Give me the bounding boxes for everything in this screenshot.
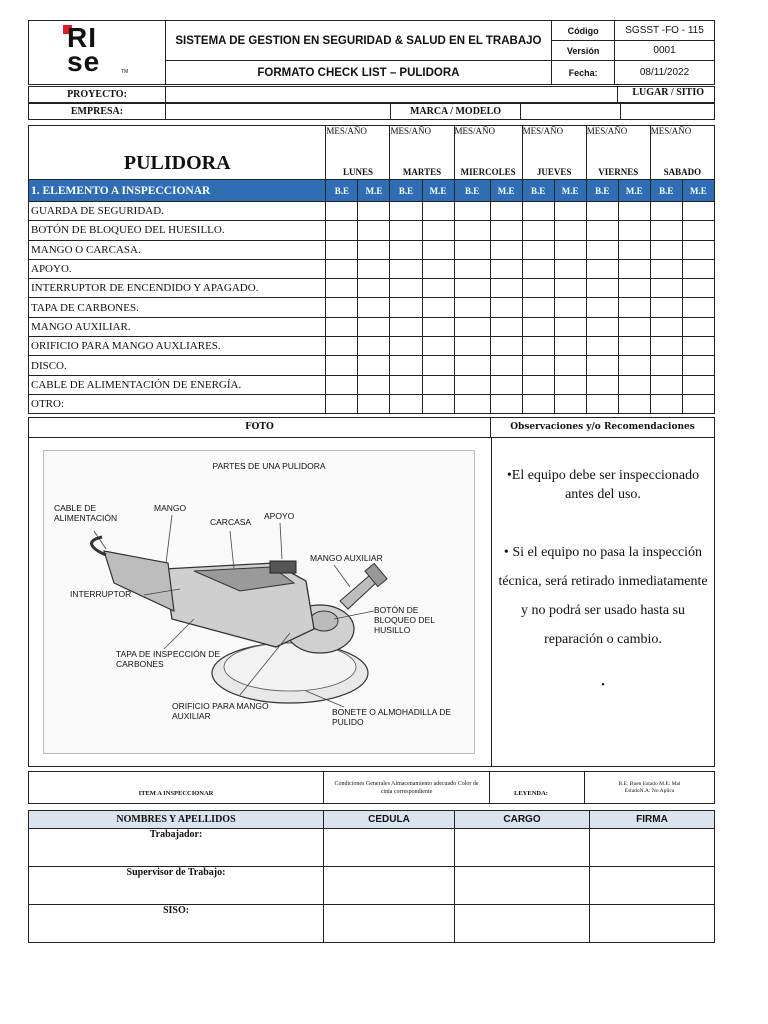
cedula-field[interactable] bbox=[324, 867, 455, 905]
observacion-1: •El equipo debe ser inspeccionado antes del uso. bbox=[506, 468, 700, 502]
fecha-value: 08/11/2022 bbox=[615, 61, 715, 85]
legend-codes: B.E: Buen Estado M.E: Mal EstadoN.A: No Aplica bbox=[585, 772, 715, 804]
check-cell[interactable] bbox=[422, 317, 454, 336]
check-cell[interactable] bbox=[390, 375, 422, 394]
check-cell[interactable] bbox=[586, 394, 618, 413]
check-cell[interactable] bbox=[618, 202, 650, 221]
codigo-value: SGSST -FO - 115 bbox=[615, 21, 715, 41]
check-cell[interactable] bbox=[618, 240, 650, 259]
checklist-table bbox=[28, 125, 715, 414]
checklist-item-label: DISCO. bbox=[29, 356, 326, 375]
checklist-item-label: MANGO AUXILIAR. bbox=[29, 317, 326, 336]
check-cell[interactable] bbox=[454, 279, 490, 298]
cedula-field[interactable] bbox=[324, 905, 455, 943]
check-cell[interactable] bbox=[554, 337, 586, 356]
empresa-field[interactable] bbox=[166, 104, 391, 120]
check-cell[interactable] bbox=[490, 375, 522, 394]
label-orificio: ORIFICIO PARA MANGO AUXILIAR bbox=[172, 701, 269, 721]
checklist-row bbox=[29, 259, 715, 278]
check-cell[interactable] bbox=[390, 221, 422, 240]
logo-tm: TM bbox=[121, 69, 129, 75]
check-cell[interactable] bbox=[522, 298, 554, 317]
day-column-lunes bbox=[326, 126, 390, 180]
check-cell[interactable] bbox=[650, 337, 682, 356]
check-cell[interactable] bbox=[522, 337, 554, 356]
grinder-diagram bbox=[43, 450, 475, 754]
cargo-field[interactable] bbox=[455, 867, 590, 905]
legend-table bbox=[28, 771, 715, 804]
check-cell[interactable] bbox=[618, 298, 650, 317]
check-cell[interactable] bbox=[454, 202, 490, 221]
check-cell[interactable] bbox=[358, 356, 390, 375]
check-cell[interactable] bbox=[554, 394, 586, 413]
day-column-miercoles bbox=[454, 126, 522, 180]
checklist-item-label: CABLE DE ALIMENTACIÓN DE ENERGÍA. bbox=[29, 375, 326, 394]
check-cell[interactable] bbox=[454, 298, 490, 317]
check-cell[interactable] bbox=[650, 375, 682, 394]
label-bonete: BONETE O ALMOHADILLA DE PULIDO bbox=[332, 707, 452, 727]
checklist-row bbox=[29, 356, 715, 375]
header-cargo: CARGO bbox=[455, 811, 590, 829]
check-cell[interactable] bbox=[618, 279, 650, 298]
check-cell[interactable] bbox=[358, 259, 390, 278]
check-cell[interactable] bbox=[490, 317, 522, 336]
check-cell[interactable] bbox=[554, 298, 586, 317]
lugar-field[interactable] bbox=[621, 104, 715, 120]
project-info bbox=[28, 86, 715, 103]
header-firma: FIRMA bbox=[590, 811, 715, 829]
check-cell[interactable] bbox=[522, 317, 554, 336]
check-cell[interactable] bbox=[490, 202, 522, 221]
me-column-header: M.E bbox=[554, 180, 586, 202]
cedula-field[interactable] bbox=[324, 829, 455, 867]
empresa-info bbox=[28, 103, 715, 120]
day-label: VIERNES bbox=[598, 167, 639, 177]
check-cell[interactable] bbox=[586, 298, 618, 317]
check-cell[interactable] bbox=[390, 394, 422, 413]
check-cell[interactable] bbox=[390, 317, 422, 336]
check-cell[interactable] bbox=[390, 298, 422, 317]
proyecto-label: PROYECTO: bbox=[29, 87, 166, 103]
check-cell[interactable] bbox=[522, 202, 554, 221]
check-cell[interactable] bbox=[490, 279, 522, 298]
firma-field[interactable] bbox=[590, 829, 715, 867]
logo-cell bbox=[29, 21, 166, 85]
check-cell[interactable] bbox=[490, 356, 522, 375]
legend-item-label: ITEM A INSPECCIONAR bbox=[29, 772, 324, 804]
checklist-item-label: INTERRUPTOR DE ENCENDIDO Y APAGADO. bbox=[29, 279, 326, 298]
section-label: 1. ELEMENTO A INSPECCIONAR bbox=[29, 180, 326, 202]
foto-header: FOTO bbox=[29, 418, 491, 438]
codigo-label: Código bbox=[552, 21, 615, 41]
me-column-header: M.E bbox=[490, 180, 522, 202]
check-cell[interactable] bbox=[650, 394, 682, 413]
check-cell[interactable] bbox=[358, 202, 390, 221]
check-cell[interactable] bbox=[586, 259, 618, 278]
check-cell[interactable] bbox=[618, 375, 650, 394]
checklist-item-label: MANGO O CARCASA. bbox=[29, 240, 326, 259]
legend-conditions: Condiciones Generales Almacenamiento adecuado Color de cinta correspondiente bbox=[324, 772, 490, 804]
check-cell[interactable] bbox=[326, 394, 358, 413]
check-cell[interactable] bbox=[682, 394, 714, 413]
label-apoyo: APOYO bbox=[264, 511, 295, 521]
check-cell[interactable] bbox=[586, 356, 618, 375]
check-cell[interactable] bbox=[554, 202, 586, 221]
check-cell[interactable] bbox=[586, 279, 618, 298]
me-column-header: M.E bbox=[618, 180, 650, 202]
check-cell[interactable] bbox=[358, 394, 390, 413]
check-cell[interactable] bbox=[358, 240, 390, 259]
check-cell[interactable] bbox=[618, 394, 650, 413]
check-cell[interactable] bbox=[326, 337, 358, 356]
check-cell[interactable] bbox=[618, 221, 650, 240]
check-cell[interactable] bbox=[650, 240, 682, 259]
marca-field[interactable] bbox=[521, 104, 621, 120]
signature-row-trabajador bbox=[29, 829, 715, 867]
check-cell[interactable] bbox=[682, 240, 714, 259]
check-cell[interactable] bbox=[454, 394, 490, 413]
check-cell[interactable] bbox=[422, 202, 454, 221]
label-cable: CABLE DE ALIMENTACIÓN bbox=[54, 503, 118, 523]
day-column-martes bbox=[390, 126, 454, 180]
check-cell[interactable] bbox=[422, 375, 454, 394]
be-column-header: B.E bbox=[326, 180, 358, 202]
check-cell[interactable] bbox=[326, 259, 358, 278]
mes-ano-label: MES/AÑO bbox=[522, 126, 564, 136]
check-cell[interactable] bbox=[454, 240, 490, 259]
be-column-header: B.E bbox=[650, 180, 682, 202]
checklist-row bbox=[29, 202, 715, 221]
check-cell[interactable] bbox=[618, 317, 650, 336]
check-cell[interactable] bbox=[586, 337, 618, 356]
check-cell[interactable] bbox=[650, 202, 682, 221]
check-cell[interactable] bbox=[522, 259, 554, 278]
header-cedula: CEDULA bbox=[324, 811, 455, 829]
check-cell[interactable] bbox=[554, 317, 586, 336]
legend-leyenda-label: LEYENDA: bbox=[490, 772, 585, 804]
check-cell[interactable] bbox=[326, 240, 358, 259]
be-column-header: B.E bbox=[522, 180, 554, 202]
photo-observations-panel bbox=[28, 417, 715, 767]
check-cell[interactable] bbox=[618, 356, 650, 375]
day-label: JUEVES bbox=[536, 167, 572, 177]
check-cell[interactable] bbox=[682, 221, 714, 240]
check-cell[interactable] bbox=[422, 259, 454, 278]
check-cell[interactable] bbox=[522, 356, 554, 375]
mes-ano-label: MES/AÑO bbox=[390, 126, 431, 136]
firma-field[interactable] bbox=[590, 867, 715, 905]
check-cell[interactable] bbox=[358, 375, 390, 394]
mes-ano-label: MES/AÑO bbox=[650, 126, 692, 136]
check-cell[interactable] bbox=[390, 240, 422, 259]
check-cell[interactable] bbox=[390, 279, 422, 298]
label-tapa: TAPA DE INSPECCIÓN DE CARBONES bbox=[116, 649, 221, 669]
observacion-2: • Si el equipo no pasa la inspección técnica, será retirado inmediatamente y no podrá ser usado hasta su reparación o cambio. bbox=[498, 545, 708, 647]
day-label: MARTES bbox=[402, 167, 442, 177]
check-cell[interactable] bbox=[490, 240, 522, 259]
check-cell[interactable] bbox=[326, 356, 358, 375]
role-supervisor: Supervisor de Trabajo: bbox=[29, 867, 324, 905]
day-column-sabado bbox=[650, 126, 714, 180]
check-cell[interactable] bbox=[358, 221, 390, 240]
check-cell[interactable] bbox=[422, 337, 454, 356]
check-cell[interactable] bbox=[586, 240, 618, 259]
checklist-item-label: ORIFICIO PARA MANGO AUXLIARES. bbox=[29, 337, 326, 356]
checklist-item-label: BOTÓN DE BLOQUEO DEL HUESILLO. bbox=[29, 221, 326, 240]
day-column-viernes bbox=[586, 126, 650, 180]
version-label: Versión bbox=[552, 41, 615, 61]
me-column-header: M.E bbox=[682, 180, 714, 202]
check-cell[interactable] bbox=[454, 317, 490, 336]
check-cell[interactable] bbox=[586, 317, 618, 336]
diagram-title: PARTES DE UNA PULIDORA bbox=[212, 461, 326, 471]
check-cell[interactable] bbox=[490, 259, 522, 278]
check-cell[interactable] bbox=[490, 298, 522, 317]
checklist-row bbox=[29, 240, 715, 259]
mes-ano-label: MES/AÑO bbox=[586, 126, 628, 136]
label-mango: MANGO bbox=[154, 503, 187, 513]
check-cell[interactable] bbox=[650, 298, 682, 317]
header-nombres: NOMBRES Y APELLIDOS bbox=[29, 811, 324, 829]
check-cell[interactable] bbox=[326, 317, 358, 336]
check-cell[interactable] bbox=[522, 279, 554, 298]
check-cell[interactable] bbox=[682, 375, 714, 394]
check-cell[interactable] bbox=[618, 337, 650, 356]
check-cell[interactable] bbox=[454, 259, 490, 278]
check-cell[interactable] bbox=[326, 202, 358, 221]
check-cell[interactable] bbox=[326, 221, 358, 240]
mes-ano-label: MES/AÑO bbox=[326, 126, 367, 136]
me-column-header: M.E bbox=[422, 180, 454, 202]
check-cell[interactable] bbox=[682, 356, 714, 375]
checklist-row bbox=[29, 394, 715, 413]
marca-label: MARCA / MODELO bbox=[391, 104, 521, 120]
logo-text-se: se bbox=[67, 46, 101, 77]
check-cell[interactable] bbox=[390, 356, 422, 375]
document-title: SISTEMA DE GESTION EN SEGURIDAD & SALUD EN EL TRABAJO bbox=[165, 21, 551, 61]
check-cell[interactable] bbox=[682, 317, 714, 336]
checklist-item-label: TAPA DE CARBONES. bbox=[29, 298, 326, 317]
cargo-field[interactable] bbox=[455, 829, 590, 867]
day-label: SABADO bbox=[663, 167, 702, 177]
check-cell[interactable] bbox=[390, 259, 422, 278]
day-label: MIERCOLES bbox=[460, 167, 516, 177]
lugar-label: LUGAR / SITIO bbox=[618, 87, 715, 103]
signatures-table bbox=[28, 810, 715, 943]
check-cell[interactable] bbox=[586, 202, 618, 221]
check-cell[interactable] bbox=[390, 202, 422, 221]
document-subtitle: FORMATO CHECK LIST – PULIDORA bbox=[165, 61, 551, 85]
be-column-header: B.E bbox=[586, 180, 618, 202]
check-cell[interactable] bbox=[682, 279, 714, 298]
document-header bbox=[28, 20, 715, 85]
check-cell[interactable] bbox=[454, 356, 490, 375]
check-cell[interactable] bbox=[358, 279, 390, 298]
check-cell[interactable] bbox=[522, 394, 554, 413]
check-cell[interactable] bbox=[422, 221, 454, 240]
mes-ano-label: MES/AÑO bbox=[454, 126, 496, 136]
check-cell[interactable] bbox=[554, 356, 586, 375]
check-cell[interactable] bbox=[490, 221, 522, 240]
check-cell[interactable] bbox=[682, 337, 714, 356]
check-cell[interactable] bbox=[422, 298, 454, 317]
check-cell[interactable] bbox=[326, 298, 358, 317]
checklist-row bbox=[29, 317, 715, 336]
check-cell[interactable] bbox=[650, 221, 682, 240]
check-cell[interactable] bbox=[454, 337, 490, 356]
proyecto-field[interactable] bbox=[166, 87, 618, 103]
check-cell[interactable] bbox=[522, 375, 554, 394]
check-cell[interactable] bbox=[358, 317, 390, 336]
check-cell[interactable] bbox=[326, 375, 358, 394]
check-cell[interactable] bbox=[586, 221, 618, 240]
empresa-label: EMPRESA: bbox=[29, 104, 166, 120]
check-cell[interactable] bbox=[358, 298, 390, 317]
check-cell[interactable] bbox=[554, 221, 586, 240]
checklist-item-label: OTRO: bbox=[29, 394, 326, 413]
be-column-header: B.E bbox=[454, 180, 490, 202]
check-cell[interactable] bbox=[682, 298, 714, 317]
check-cell[interactable] bbox=[682, 202, 714, 221]
check-cell[interactable] bbox=[490, 337, 522, 356]
logo-text-ri: RI bbox=[67, 22, 97, 53]
checklist-row bbox=[29, 375, 715, 394]
check-cell[interactable] bbox=[682, 259, 714, 278]
check-cell[interactable] bbox=[618, 259, 650, 278]
check-cell[interactable] bbox=[326, 279, 358, 298]
signature-row-siso bbox=[29, 905, 715, 943]
version-value: 0001 bbox=[615, 41, 715, 61]
check-cell[interactable] bbox=[554, 375, 586, 394]
check-cell[interactable] bbox=[454, 221, 490, 240]
check-cell[interactable] bbox=[390, 337, 422, 356]
checklist-row bbox=[29, 221, 715, 240]
label-mango-auxiliar: MANGO AUXILIAR bbox=[310, 553, 383, 563]
checklist-row bbox=[29, 337, 715, 356]
check-cell[interactable] bbox=[422, 356, 454, 375]
checklist-row bbox=[29, 298, 715, 317]
check-cell[interactable] bbox=[650, 356, 682, 375]
observaciones-header: Observaciones y/o Recomendaciones bbox=[491, 418, 714, 438]
check-cell[interactable] bbox=[454, 375, 490, 394]
checklist-item-label: APOYO. bbox=[29, 259, 326, 278]
check-cell[interactable] bbox=[422, 394, 454, 413]
be-column-header: B.E bbox=[390, 180, 422, 202]
signature-row-supervisor bbox=[29, 867, 715, 905]
check-cell[interactable] bbox=[422, 279, 454, 298]
check-cell[interactable] bbox=[650, 317, 682, 336]
label-interruptor: INTERRUPTOR bbox=[70, 589, 132, 599]
check-cell[interactable] bbox=[554, 259, 586, 278]
check-cell[interactable] bbox=[650, 259, 682, 278]
check-cell[interactable] bbox=[522, 240, 554, 259]
check-cell[interactable] bbox=[422, 240, 454, 259]
check-cell[interactable] bbox=[522, 221, 554, 240]
check-cell[interactable] bbox=[358, 337, 390, 356]
day-column-jueves bbox=[522, 126, 586, 180]
checklist-row bbox=[29, 279, 715, 298]
day-label: LUNES bbox=[342, 167, 373, 177]
cargo-field[interactable] bbox=[455, 905, 590, 943]
checklist-item-label: GUARDA DE SEGURIDAD. bbox=[29, 202, 326, 221]
role-trabajador: Trabajador: bbox=[29, 829, 324, 867]
check-cell[interactable] bbox=[586, 375, 618, 394]
label-carcasa: CARCASA bbox=[210, 517, 252, 527]
me-column-header: M.E bbox=[358, 180, 390, 202]
fecha-label: Fecha: bbox=[552, 61, 615, 85]
firma-field[interactable] bbox=[590, 905, 715, 943]
check-cell[interactable] bbox=[490, 394, 522, 413]
check-cell[interactable] bbox=[650, 279, 682, 298]
label-boton: BOTÓN DE BLOQUEO DEL HUSILLO bbox=[374, 605, 435, 635]
section-header-row bbox=[29, 180, 715, 202]
rise-logo bbox=[63, 22, 133, 81]
check-cell[interactable] bbox=[554, 240, 586, 259]
role-siso: SISO: bbox=[29, 905, 324, 943]
checklist-title: PULIDORA bbox=[29, 126, 326, 180]
observacion-3: • bbox=[601, 680, 605, 691]
check-cell[interactable] bbox=[554, 279, 586, 298]
